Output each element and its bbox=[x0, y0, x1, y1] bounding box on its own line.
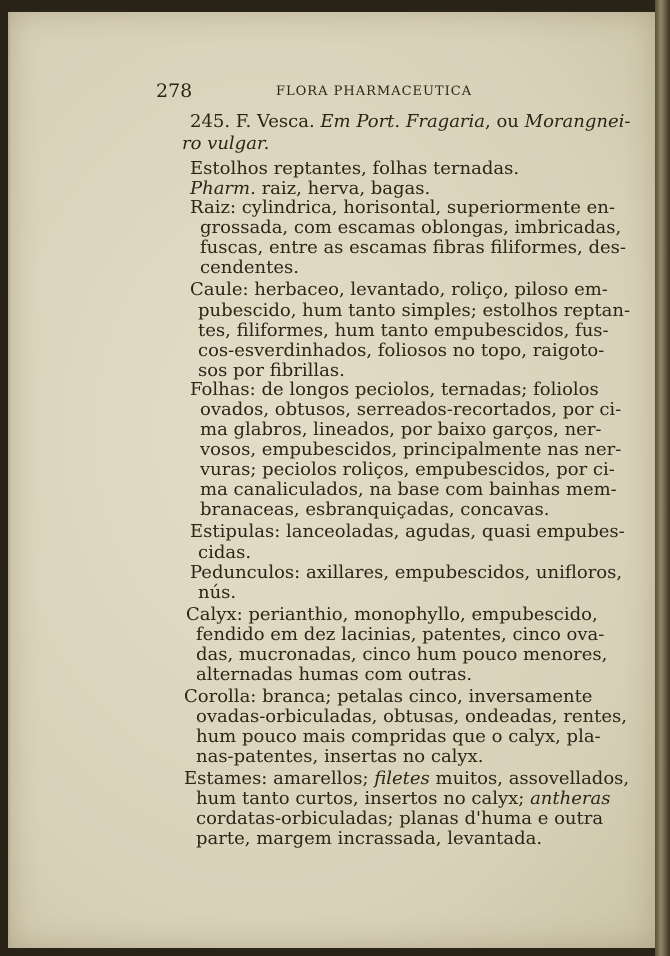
text-line bbox=[184, 769, 629, 789]
text-run: Pedunculos: axillares, empubescidos, unifloros, bbox=[190, 562, 623, 583]
text-run: Caule: herbaceo, levantado, roliço, piloso em- bbox=[190, 279, 608, 300]
book-page bbox=[8, 12, 655, 948]
text-line bbox=[200, 218, 621, 238]
text-line bbox=[182, 134, 269, 154]
text-line bbox=[190, 159, 519, 179]
text-line bbox=[198, 361, 345, 381]
text-run: fuscas, entre as escamas fibras filiformes, des- bbox=[200, 237, 626, 258]
text-line bbox=[190, 198, 615, 218]
text-line bbox=[200, 238, 626, 258]
text-run: cendentes. bbox=[200, 257, 299, 278]
text-line bbox=[200, 258, 299, 278]
text-run: , ou bbox=[485, 111, 525, 132]
text-line bbox=[186, 605, 598, 625]
text-line bbox=[200, 400, 621, 420]
text-line bbox=[190, 112, 630, 132]
text-line bbox=[190, 179, 430, 199]
text-line bbox=[196, 789, 610, 809]
text-run: cos-esverdinhados, foliosos no topo, raigoto- bbox=[198, 340, 605, 361]
running-title: FLORA PHARMACEUTICA bbox=[276, 84, 473, 99]
text-line bbox=[198, 543, 251, 563]
text-run: sos por fibrillas. bbox=[198, 360, 345, 381]
text-run: fendido em dez lacinias, patentes, cinco ova- bbox=[196, 624, 605, 645]
text-line bbox=[200, 500, 549, 520]
text-run: alternadas humas com outras. bbox=[196, 664, 473, 685]
italic-run: Em Port. Fragaria bbox=[320, 111, 486, 132]
text-line bbox=[196, 645, 607, 665]
text-run: das, mucronadas, cinco hum pouco menores, bbox=[196, 644, 608, 665]
book-edge bbox=[655, 0, 670, 956]
text-line bbox=[200, 440, 621, 460]
text-line bbox=[196, 625, 604, 645]
text-line bbox=[190, 563, 622, 583]
text-run: branaceas, esbranquiçadas, concavas. bbox=[200, 499, 550, 520]
text-line bbox=[196, 829, 542, 849]
text-run: Folhas: de longos peciolos, ternadas; foliolos bbox=[190, 379, 599, 400]
text-run: grossada, com escamas oblongas, imbricadas, bbox=[200, 217, 622, 238]
text-run: ovados, obtusos, serreados-recortados, por ci- bbox=[200, 399, 622, 420]
italic-run: filetes bbox=[374, 768, 430, 789]
text-line bbox=[196, 809, 603, 829]
text-line bbox=[196, 665, 472, 685]
page-header bbox=[156, 80, 486, 104]
text-run: Estipulas: lanceoladas, agudas, quasi empubes- bbox=[190, 521, 625, 542]
text-run: Raiz: cylindrica, horisontal, superiormente en- bbox=[190, 197, 615, 218]
italic-run: antheras bbox=[530, 788, 611, 809]
text-line bbox=[200, 420, 602, 440]
text-run: Estolhos reptantes, folhas ternadas. bbox=[190, 158, 520, 179]
text-line bbox=[196, 707, 627, 727]
text-line bbox=[198, 583, 236, 603]
text-run: ma glabros, lineados, por baixo garços, ner- bbox=[200, 419, 602, 440]
text-run: Corolla: branca; petalas cinco, inversamente bbox=[184, 686, 593, 707]
text-run: parte, margem incrassada, levantada. bbox=[196, 828, 543, 849]
text-run: Estames: amarellos; bbox=[184, 768, 375, 789]
italic-run: ro vulgar. bbox=[182, 133, 270, 154]
text-run: muitos, assovellados, bbox=[429, 768, 630, 789]
text-run: cidas. bbox=[198, 542, 252, 563]
text-run: pubescido, hum tanto simples; estolhos reptan- bbox=[198, 300, 631, 321]
text-line bbox=[198, 321, 609, 341]
italic-run: Pharm. bbox=[190, 178, 256, 199]
text-run: vosos, empubescidos, principalmente nas ner- bbox=[200, 439, 622, 460]
text-run: Calyx: perianthio, monophyllo, empubescido, bbox=[186, 604, 598, 625]
text-run: tes, filiformes, hum tanto empubescidos, fus- bbox=[198, 320, 609, 341]
text-line bbox=[190, 380, 599, 400]
text-run: 245. F. Vesca. bbox=[190, 111, 321, 132]
text-line bbox=[190, 522, 625, 542]
text-line bbox=[184, 687, 592, 707]
text-run: hum pouco mais compridas que o calyx, pla- bbox=[196, 726, 601, 747]
text-run: raiz, herva, bagas. bbox=[255, 178, 431, 199]
text-line bbox=[196, 747, 483, 767]
text-line bbox=[198, 341, 604, 361]
italic-run: Morangnei- bbox=[524, 111, 631, 132]
text-run: hum tanto curtos, insertos no calyx; bbox=[196, 788, 531, 809]
text-run: nús. bbox=[198, 582, 237, 603]
page-number: 278 bbox=[156, 80, 193, 102]
text-run: ma canaliculados, na base com bainhas mem- bbox=[200, 479, 617, 500]
text-run: nas-patentes, insertas no calyx. bbox=[196, 746, 484, 767]
text-run: ovadas-orbiculadas, obtusas, ondeadas, rentes, bbox=[196, 706, 627, 727]
text-run: cordatas-orbiculadas; planas d'huma e outra bbox=[196, 808, 604, 829]
text-line bbox=[200, 480, 617, 500]
text-run: vuras; peciolos roliços, empubescidos, por ci- bbox=[200, 459, 615, 480]
text-line bbox=[198, 301, 630, 321]
text-line bbox=[196, 727, 601, 747]
text-line bbox=[190, 280, 608, 300]
text-line bbox=[200, 460, 615, 480]
